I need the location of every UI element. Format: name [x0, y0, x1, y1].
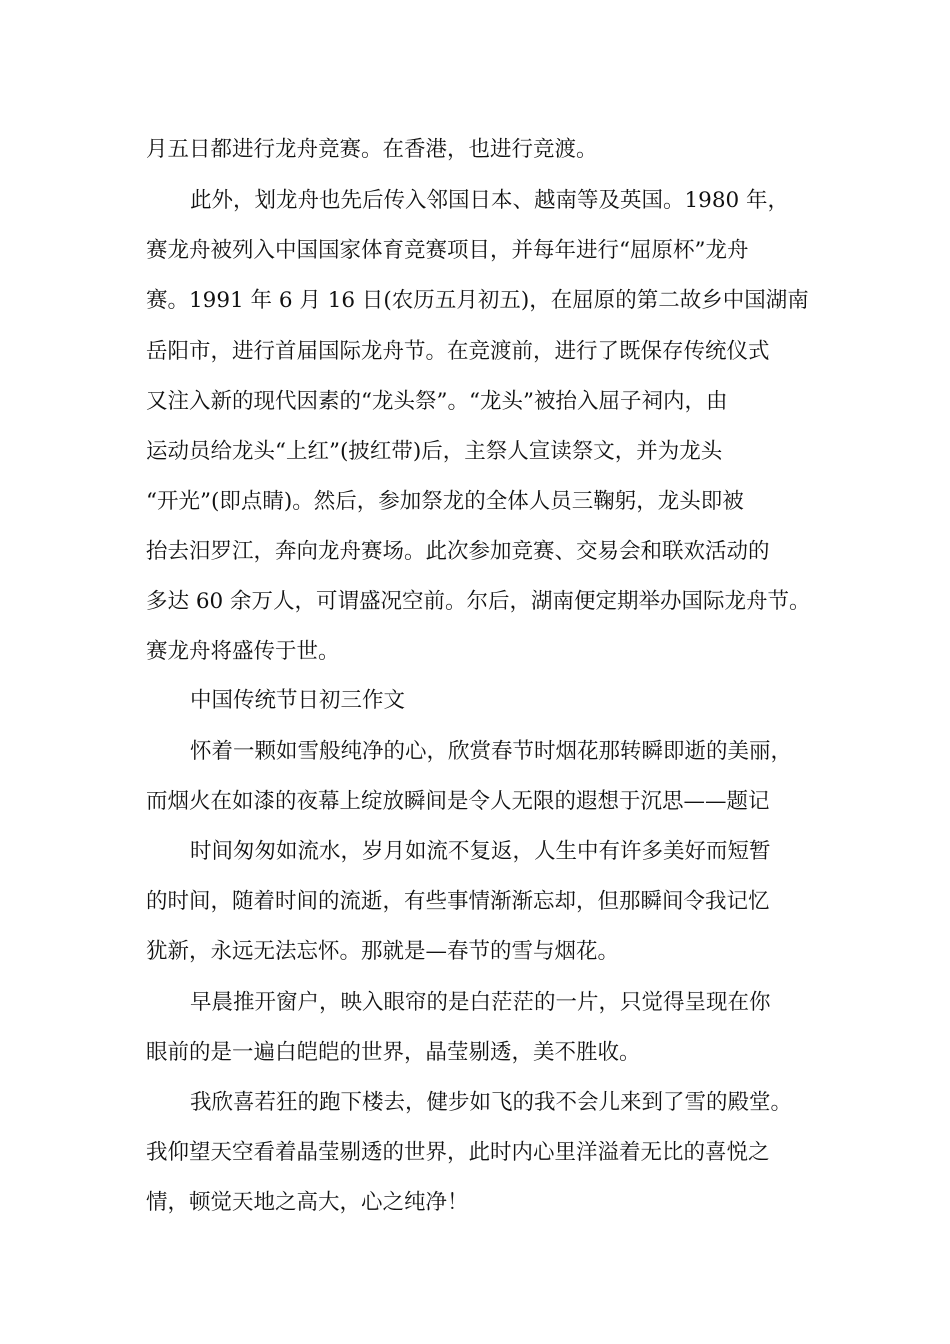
text-line: 多达 60 余万人，可谓盛况空前。尔后，湖南便定期举办国际龙舟节。 [146, 589, 811, 614]
text-line: 眼前的是一遍白皑皑的世界，晶莹剔透，美不胜收。 [146, 1040, 641, 1065]
text-line: 犹新，永远无法忘怀。那就是—春节的雪与烟花。 [146, 939, 620, 964]
text-line: 赛龙舟将盛传于世。 [146, 639, 340, 664]
text-line: 又注入新的现代因素的“龙头祭”。“龙头”被抬入屈子祠内，由 [146, 389, 728, 414]
text-line: 赛。1991 年 6 月 16 日(农历五月初五)，在屈原的第二故乡中国湖南 [146, 288, 809, 313]
text-line: “开光”(即点睛)。然后，参加祭龙的全体人员三鞠躬，龙头即被 [146, 489, 744, 514]
text-line: 赛龙舟被列入中国国家体育竞赛项目，并每年进行“屈原杯”龙舟 [146, 238, 749, 263]
section-title: 中国传统节日初三作文 [190, 688, 406, 713]
text-line: 岳阳市，进行首届国际龙舟节。在竞渡前，进行了既保存传统仪式 [146, 339, 770, 364]
paragraph-line: 早晨推开窗户，映入眼帘的是白茫茫的一片，只觉得呈现在你 [190, 990, 771, 1015]
text-line: 运动员给龙头“上红”(披红带)后，主祭人宣读祭文，并为龙头 [146, 439, 723, 464]
text-line: 月五日都进行龙舟竞赛。在香港，也进行竞渡。 [146, 137, 598, 162]
text-line: 而烟火在如漆的夜幕上绽放瞬间是令人无限的遐想于沉思——题记 [146, 789, 770, 814]
text-line: 抬去汨罗江，奔向龙舟赛场。此次参加竞赛、交易会和联欢活动的 [146, 539, 770, 564]
text-line: 的时间，随着时间的流逝，有些事情渐渐忘却，但那瞬间令我记忆 [146, 889, 770, 914]
text-line: 我仰望天空看着晶莹剔透的世界，此时内心里洋溢着无比的喜悦之 [146, 1140, 770, 1165]
paragraph-line: 怀着一颗如雪般纯净的心，欣赏春节时烟花那转瞬即逝的美丽， [190, 739, 793, 764]
text-line: 情，顿觉天地之高大，心之纯净！ [146, 1190, 469, 1215]
paragraph-line: 我欣喜若狂的跑下楼去，健步如飞的我不会儿来到了雪的殿堂。 [190, 1090, 793, 1115]
paragraph-line: 此外，划龙舟也先后传入邻国日本、越南等及英国。1980 年， [190, 188, 790, 213]
paragraph-line: 时间匆匆如流水，岁月如流不复返，人生中有许多美好而短暂 [190, 839, 771, 864]
